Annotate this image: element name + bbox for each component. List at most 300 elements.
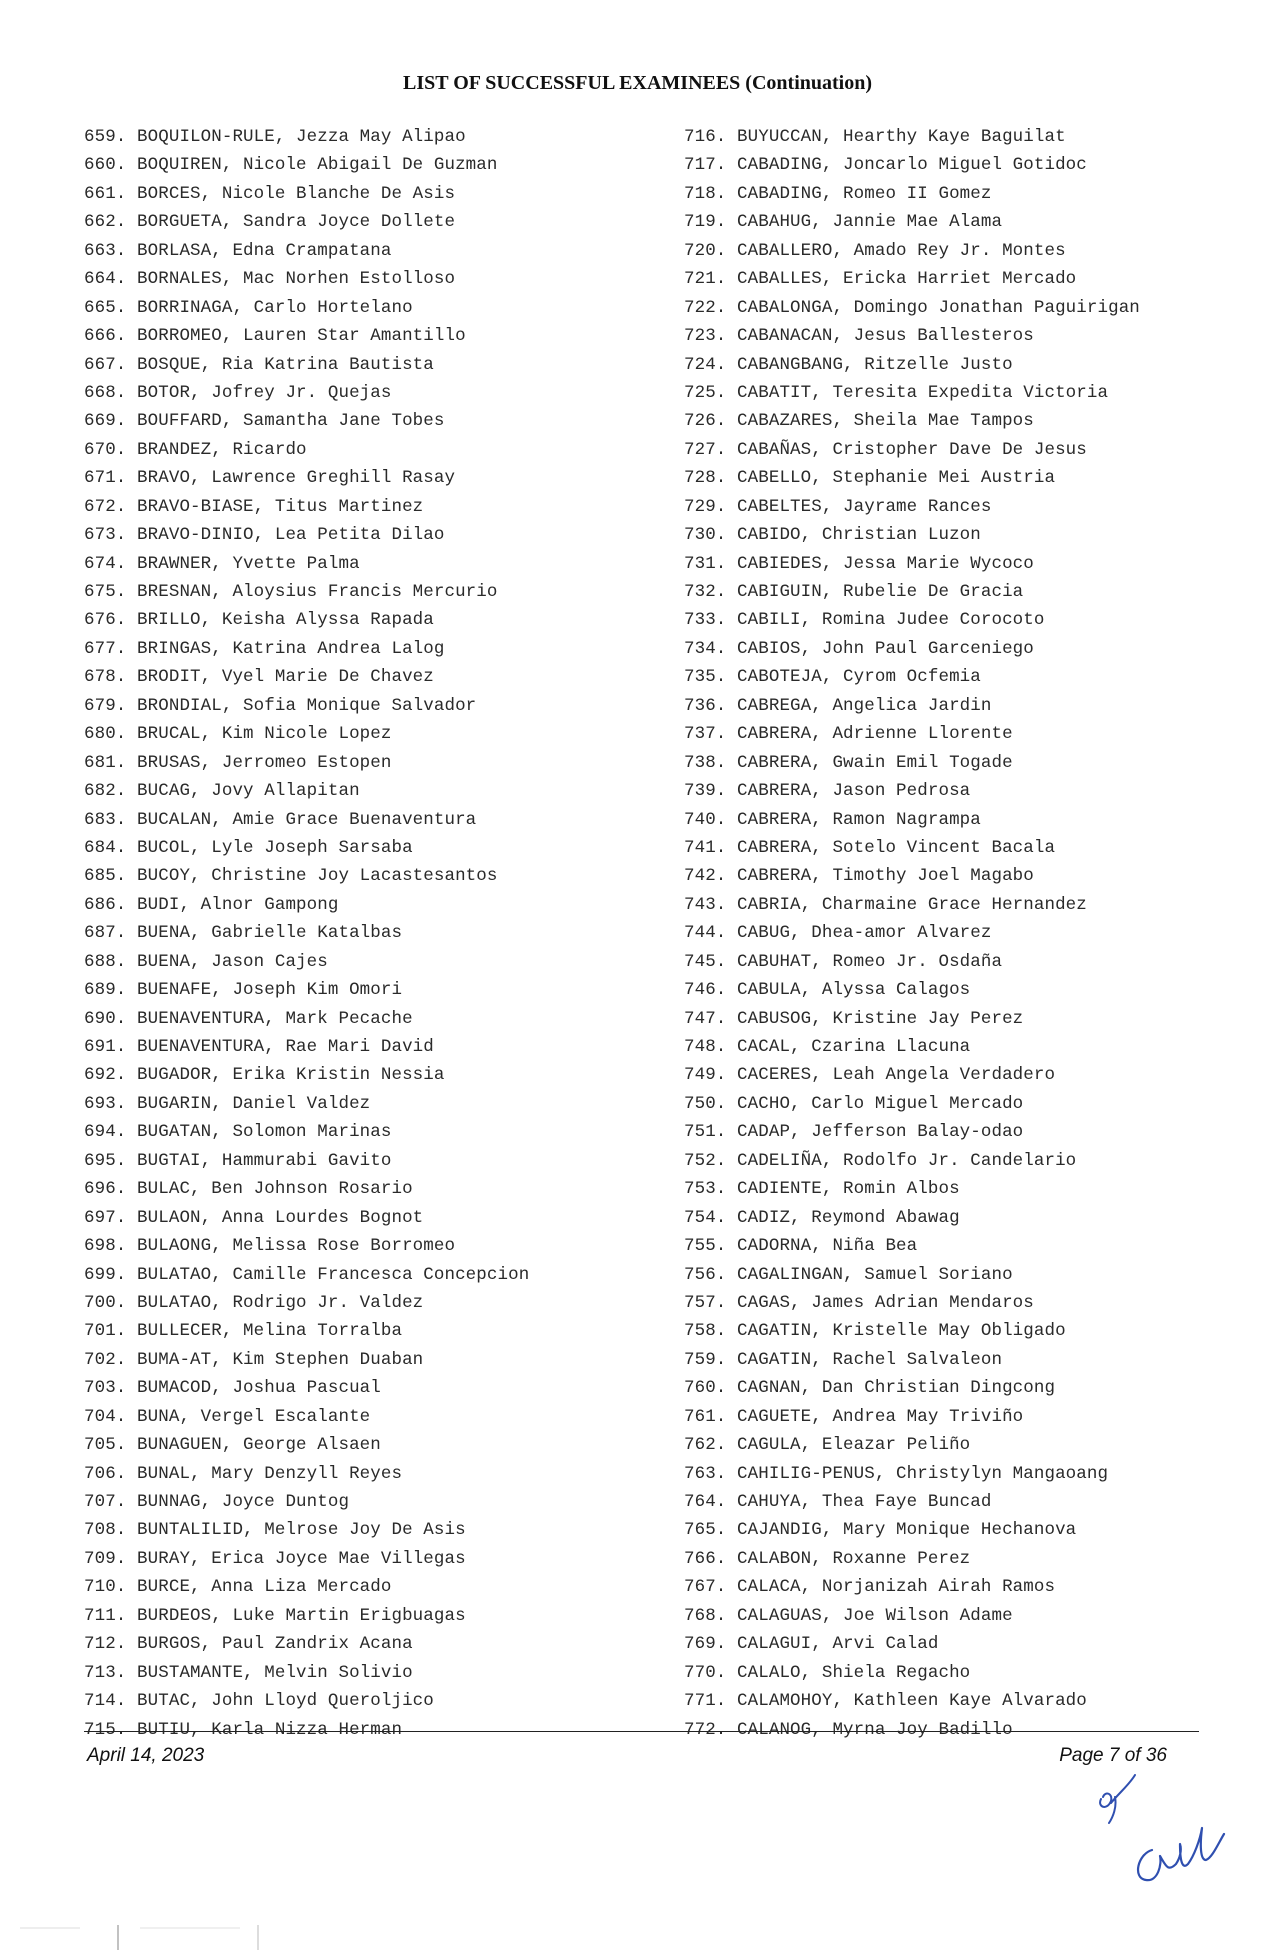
examinee-name: BRAWNER, Yvette Palma (137, 553, 360, 574)
examinee-entry (684, 862, 1224, 890)
entry-number: 711. (84, 1605, 127, 1626)
entry-number: 682. (84, 781, 127, 802)
examinee-entry (84, 749, 644, 777)
entry-number: 735. (684, 667, 727, 688)
examinee-entry (84, 1118, 644, 1146)
examinee-name: BRODIT, Vyel Marie De Chavez (137, 667, 434, 688)
entry-number: 688. (84, 951, 127, 972)
entry-number: 699. (84, 1264, 127, 1285)
examinee-entry (84, 834, 644, 862)
entry-number: 725. (684, 382, 727, 403)
examinee-name: CABAZARES, Sheila Mae Tampos (737, 411, 1034, 432)
examinee-name: BURCE, Anna Liza Mercado (137, 1577, 392, 1598)
examinee-name: CAGATIN, Kristelle May Obligado (737, 1321, 1066, 1342)
examinee-name: CABRERA, Sotelo Vincent Bacala (737, 837, 1056, 858)
entry-number: 689. (84, 980, 127, 1001)
examinee-entry (84, 635, 644, 663)
entry-number: 680. (84, 724, 127, 745)
entry-number: 756. (684, 1264, 727, 1285)
examinee-entry (684, 1545, 1224, 1573)
examinee-name: BUNNAG, Joyce Duntog (137, 1492, 350, 1512)
examinee-name: BUTAC, John Lloyd Queroljico (137, 1691, 434, 1712)
examinee-name: BUMA-AT, Kim Stephen Duaban (137, 1349, 424, 1370)
entry-number: 667. (84, 354, 127, 375)
entry-number: 700. (84, 1292, 127, 1313)
examinee-entry (684, 777, 1224, 805)
examinee-name: BRONDIAL, Sofia Monique Salvador (137, 695, 477, 716)
examinee-name: CADIZ, Reymond Abawag (737, 1207, 960, 1228)
examinee-name: BURDEOS, Luke Martin Erigbuagas (137, 1605, 466, 1626)
examinee-name: CADAP, Jefferson Balay-odao (737, 1122, 1024, 1143)
examinee-entry (684, 493, 1224, 521)
entry-number: 709. (84, 1548, 127, 1569)
entry-number: 758. (684, 1321, 727, 1342)
examinee-name: BUDI, Alnor Gampong (137, 894, 339, 915)
page-number: Page 7 of 36 (1059, 1745, 1167, 1766)
entry-number: 691. (84, 1037, 127, 1057)
examinee-name: CALACA, Norjanizah Airah Ramos (737, 1577, 1056, 1598)
examinee-entry (684, 1346, 1224, 1374)
entry-number: 755. (684, 1236, 727, 1257)
examinee-name: CABILI, Romina Judee Corocoto (737, 610, 1045, 631)
examinee-entry (84, 663, 644, 691)
examinee-name: BUENA, Gabrielle Katalbas (137, 923, 403, 944)
examinee-name: BUGADOR, Erika Kristin Nessia (137, 1065, 445, 1086)
entry-number: 661. (84, 183, 127, 204)
examinee-entry (84, 379, 644, 407)
entry-number: 771. (684, 1691, 727, 1712)
examinee-name: BRILLO, Keisha Alyssa Rapada (137, 610, 434, 631)
entry-number: 770. (684, 1662, 727, 1683)
entry-number: 712. (84, 1634, 127, 1655)
entry-number: 750. (684, 1093, 727, 1114)
examinee-name: CABAÑAS, Cristopher Dave De Jesus (737, 439, 1087, 460)
examinee-entry (684, 521, 1224, 549)
entry-number: 697. (84, 1207, 127, 1228)
examinee-entry (684, 1630, 1224, 1658)
examinee-entry (84, 351, 644, 379)
examinee-entry (84, 777, 644, 805)
examinee-name: BUNTALILID, Melrose Joy De Asis (137, 1520, 466, 1541)
examinee-entry (684, 692, 1224, 720)
entry-number: 736. (684, 695, 727, 716)
entry-number: 664. (84, 269, 127, 290)
entry-number: 681. (84, 752, 127, 773)
entry-number: 676. (84, 610, 127, 631)
examinee-name: BRUSAS, Jerromeo Estopen (137, 752, 392, 773)
entry-number: 701. (84, 1321, 127, 1342)
examinee-entry (84, 237, 644, 265)
examinee-name: CABADING, Romeo II Gomez (737, 183, 992, 204)
examinee-name: CAGNAN, Dan Christian Dingcong (737, 1378, 1056, 1399)
examinee-name: BORNALES, Mac Norhen Estolloso (137, 269, 456, 290)
examinee-entry (684, 891, 1224, 919)
examinee-name: BULATAO, Rodrigo Jr. Valdez (137, 1292, 424, 1313)
entry-number: 744. (684, 923, 727, 944)
examinee-name: BUTIU, Karla Nizza Herman (137, 1719, 403, 1740)
examinee-entry (684, 663, 1224, 691)
entry-number: 726. (684, 411, 727, 432)
examinee-entry (84, 180, 644, 208)
examinee-name: CABRIA, Charmaine Grace Hernandez (737, 894, 1087, 915)
entry-number: 753. (684, 1179, 727, 1200)
entry-number: 687. (84, 923, 127, 944)
entry-number: 694. (84, 1122, 127, 1143)
entry-number: 683. (84, 809, 127, 830)
examinee-name: BRUCAL, Kim Nicole Lopez (137, 724, 392, 745)
entry-number: 723. (684, 326, 727, 347)
examinee-entry (84, 151, 644, 179)
examinee-name: CABRERA, Adrienne Llorente (737, 724, 1013, 745)
examinee-entry (684, 834, 1224, 862)
entry-number: 764. (684, 1492, 727, 1512)
examinee-entry (684, 1061, 1224, 1089)
examinee-entry (684, 464, 1224, 492)
examinee-name: CABUSOG, Kristine Jay Perez (737, 1008, 1024, 1029)
examinee-entry (684, 1147, 1224, 1175)
examinee-name: BORLASA, Edna Crampatana (137, 240, 392, 261)
examinee-name: BRESNAN, Aloysius Francis Mercurio (137, 582, 498, 602)
entry-number: 698. (84, 1236, 127, 1257)
entry-number: 757. (684, 1292, 727, 1313)
examinee-entry (684, 948, 1224, 976)
entry-number: 743. (684, 894, 727, 915)
examinee-entry (684, 265, 1224, 293)
examinee-entry (84, 322, 644, 350)
entry-number: 747. (684, 1008, 727, 1029)
examinee-name: CABIEDES, Jessa Marie Wycoco (737, 553, 1034, 574)
examinee-name: CABUHAT, Romeo Jr. Osdaña (737, 951, 1003, 972)
examinee-list-right (684, 123, 1224, 1744)
examinee-entry (684, 1033, 1224, 1061)
examinee-name: CABULA, Alyssa Calagos (737, 980, 971, 1001)
examinee-name: CADORNA, Niña Bea (737, 1236, 918, 1257)
examinee-name: CABRERA, Gwain Emil Togade (737, 752, 1013, 773)
examinee-name: BUMACOD, Joshua Pascual (137, 1378, 381, 1399)
entry-number: 679. (84, 695, 127, 716)
examinee-name: CAGUETE, Andrea May Triviño (737, 1406, 1024, 1427)
examinee-name: BULAONG, Melissa Rose Borromeo (137, 1236, 456, 1257)
entry-number: 739. (684, 781, 727, 802)
examinee-name: CAGULA, Eleazar Peliño (737, 1435, 971, 1456)
entry-number: 706. (84, 1463, 127, 1484)
entry-number: 669. (84, 411, 127, 432)
examinee-entry (84, 1630, 644, 1658)
entry-number: 718. (684, 183, 727, 204)
examinee-name: CABANGBANG, Ritzelle Justo (737, 354, 1013, 375)
entry-number: 729. (684, 496, 727, 517)
initial-mark-icon (1095, 1773, 1145, 1825)
entry-number: 713. (84, 1662, 127, 1683)
examinee-entry (684, 976, 1224, 1004)
examinee-entry (84, 550, 644, 578)
examinee-name: BRAVO-DINIO, Lea Petita Dilao (137, 525, 445, 546)
entry-number: 660. (84, 155, 127, 176)
examinee-name: CALAGUI, Arvi Calad (737, 1634, 939, 1655)
examinee-entry (84, 1204, 644, 1232)
examinee-name: CABRERA, Timothy Joel Magabo (737, 866, 1034, 887)
examinee-entry (84, 1005, 644, 1033)
examinee-name: CABOTEJA, Cyrom Ocfemia (737, 667, 981, 688)
examinee-entry (84, 1147, 644, 1175)
examinee-entry (84, 720, 644, 748)
examinee-name: BRANDEZ, Ricardo (137, 439, 307, 460)
examinee-name: CADELIÑA, Rodolfo Jr. Candelario (737, 1150, 1077, 1171)
entry-number: 768. (684, 1605, 727, 1626)
examinee-name: CAGALINGAN, Samuel Soriano (737, 1264, 1013, 1285)
entry-number: 707. (84, 1492, 127, 1512)
examinee-name: CAGAS, James Adrian Mendaros (737, 1292, 1034, 1313)
entry-number: 760. (684, 1378, 727, 1399)
entry-number: 705. (84, 1435, 127, 1456)
examinee-name: CABALONGA, Domingo Jonathan Paguirigan (737, 297, 1140, 318)
examinee-name: BORROMEO, Lauren Star Amantillo (137, 326, 466, 347)
examinee-name: CALABON, Roxanne Perez (737, 1548, 971, 1569)
examinee-name: BULAON, Anna Lourdes Bognot (137, 1207, 424, 1228)
entry-number: 766. (684, 1548, 727, 1569)
examinee-name: CABRERA, Ramon Nagrampa (737, 809, 981, 830)
entry-number: 673. (84, 525, 127, 546)
entry-number: 746. (684, 980, 727, 1001)
examinee-name: CABIOS, John Paul Garceniego (737, 638, 1034, 659)
examinee-entry (684, 720, 1224, 748)
entry-number: 734. (684, 638, 727, 659)
examinee-name: BORGUETA, Sandra Joyce Dollete (137, 212, 456, 233)
examinee-name: BUNA, Vergel Escalante (137, 1406, 371, 1427)
entry-number: 730. (684, 525, 727, 546)
examinee-entry (84, 1374, 644, 1402)
examinee-name: BUCOL, Lyle Joseph Sarsaba (137, 837, 413, 858)
examinee-entry (84, 891, 644, 919)
examinee-name: BULAC, Ben Johnson Rosario (137, 1179, 413, 1200)
examinee-entry (84, 578, 644, 606)
examinee-entry (684, 635, 1224, 663)
examinee-entry (84, 521, 644, 549)
examinee-entry (684, 1602, 1224, 1630)
examinee-entry (84, 1602, 644, 1630)
examinee-entry (84, 1317, 644, 1345)
entry-number: 708. (84, 1520, 127, 1541)
examinee-entry (84, 1488, 644, 1516)
examinee-name: CABATIT, Teresita Expedita Victoria (737, 382, 1109, 403)
entry-number: 716. (684, 127, 727, 147)
examinee-entry (84, 1061, 644, 1089)
examinee-entry (684, 1488, 1224, 1516)
examinee-name: BUYUCCAN, Hearthy Kaye Baguilat (737, 127, 1066, 147)
examinee-entry (84, 208, 644, 236)
examinee-name: BUGTAI, Hammurabi Gavito (137, 1150, 392, 1171)
examinee-entry (84, 123, 644, 151)
examinee-entry (684, 1261, 1224, 1289)
examinee-entry (684, 606, 1224, 634)
examinee-entry (684, 436, 1224, 464)
entry-number: 763. (684, 1463, 727, 1484)
examinee-entry (84, 806, 644, 834)
entry-number: 732. (684, 582, 727, 602)
examinee-entry (84, 1403, 644, 1431)
examinee-entry (684, 123, 1224, 151)
examinee-entry (684, 749, 1224, 777)
examinee-name: CABELLO, Stephanie Mei Austria (737, 468, 1056, 489)
entry-number: 715. (84, 1719, 127, 1740)
entry-number: 717. (684, 155, 727, 176)
examinee-name: CABALLERO, Amado Rey Jr. Montes (737, 240, 1066, 261)
examinee-entry (684, 322, 1224, 350)
scan-artifact (0, 1925, 1275, 1950)
examinee-entry (84, 976, 644, 1004)
examinee-entry (684, 351, 1224, 379)
examinee-name: CAHUYA, Thea Faye Buncad (737, 1492, 992, 1512)
examinee-name: BUENAFE, Joseph Kim Omori (137, 980, 403, 1001)
footer-divider (84, 1731, 1199, 1732)
examinee-name: BULATAO, Camille Francesca Concepcion (137, 1264, 530, 1285)
examinee-name: CABALLES, Ericka Harriet Mercado (737, 269, 1077, 290)
entry-number: 665. (84, 297, 127, 318)
entry-number: 672. (84, 496, 127, 517)
examinee-entry (84, 1261, 644, 1289)
examinee-name: BOSQUE, Ria Katrina Bautista (137, 354, 434, 375)
entry-number: 742. (684, 866, 727, 887)
examinee-entry (84, 493, 644, 521)
entry-number: 733. (684, 610, 727, 631)
examinee-entry (684, 151, 1224, 179)
examinee-entry (684, 180, 1224, 208)
examinee-entry (684, 407, 1224, 435)
entry-number: 671. (84, 468, 127, 489)
examinee-entry (84, 407, 644, 435)
examinee-entry (684, 1175, 1224, 1203)
examinee-name: BUENAVENTURA, Mark Pecache (137, 1008, 413, 1029)
examinee-name: BRAVO-BIASE, Titus Martinez (137, 496, 424, 517)
examinee-entry (684, 1516, 1224, 1544)
examinee-entry (84, 294, 644, 322)
entry-number: 731. (684, 553, 727, 574)
examinee-name: CACERES, Leah Angela Verdadero (737, 1065, 1056, 1086)
entry-number: 692. (84, 1065, 127, 1086)
examinee-entry (84, 1716, 644, 1744)
examinee-name: BOQUILON-RULE, Jezza May Alipao (137, 127, 466, 147)
examinee-list-left (84, 123, 644, 1744)
entry-number: 702. (84, 1349, 127, 1370)
examinee-entry (684, 1317, 1224, 1345)
examinee-entry (84, 606, 644, 634)
examinee-name: CALALO, Shiela Regacho (737, 1662, 971, 1683)
entry-number: 710. (84, 1577, 127, 1598)
examinee-entry (84, 1431, 644, 1459)
examinee-entry (684, 1289, 1224, 1317)
examinee-entry (84, 1232, 644, 1260)
examinee-entry (84, 436, 644, 464)
examinee-entry (684, 1204, 1224, 1232)
entry-number: 670. (84, 439, 127, 460)
examinee-name: CABUG, Dhea-amor Alvarez (737, 923, 992, 944)
entry-number: 678. (84, 667, 127, 688)
examinee-name: CAJANDIG, Mary Monique Hechanova (737, 1520, 1077, 1541)
examinee-name: CACAL, Czarina Llacuna (737, 1037, 971, 1057)
entry-number: 690. (84, 1008, 127, 1029)
examinee-entry (84, 919, 644, 947)
examinee-entry (84, 1460, 644, 1488)
entry-number: 693. (84, 1093, 127, 1114)
entry-number: 741. (684, 837, 727, 858)
examinee-entry (84, 1346, 644, 1374)
examinee-name: BULLECER, Melina Torralba (137, 1321, 403, 1342)
examinee-name: CABAHUG, Jannie Mae Alama (737, 212, 1003, 233)
examinee-entry (84, 1573, 644, 1601)
examinee-name: BUCALAN, Amie Grace Buenaventura (137, 809, 477, 830)
examinee-entry (684, 1403, 1224, 1431)
entry-number: 749. (684, 1065, 727, 1086)
entry-number: 765. (684, 1520, 727, 1541)
entry-number: 745. (684, 951, 727, 972)
examinee-name: BUCOY, Christine Joy Lacastesantos (137, 866, 498, 887)
examinee-name: BRINGAS, Katrina Andrea Lalog (137, 638, 445, 659)
examinee-entry (684, 1460, 1224, 1488)
entry-number: 737. (684, 724, 727, 745)
examinee-entry (84, 1033, 644, 1061)
examinee-entry (84, 265, 644, 293)
examinee-name: BUENAVENTURA, Rae Mari David (137, 1037, 434, 1057)
entry-number: 724. (684, 354, 727, 375)
entry-number: 686. (84, 894, 127, 915)
examinee-name: CADIENTE, Romin Albos (737, 1179, 960, 1200)
examinee-name: CALAMOHOY, Kathleen Kaye Alvarado (737, 1691, 1087, 1712)
examinee-entry (84, 1516, 644, 1544)
examinee-name: CABANACAN, Jesus Ballesteros (737, 326, 1034, 347)
examinee-entry (684, 919, 1224, 947)
entry-number: 748. (684, 1037, 727, 1057)
examinee-entry (684, 1374, 1224, 1402)
entry-number: 703. (84, 1378, 127, 1399)
examinee-entry (84, 1175, 644, 1203)
entry-number: 674. (84, 553, 127, 574)
examinee-name: BUCAG, Jovy Allapitan (137, 781, 360, 802)
examinee-name: BUSTAMANTE, Melvin Solivio (137, 1662, 413, 1683)
examinee-entry (84, 948, 644, 976)
examinee-name: CALANOG, Myrna Joy Badillo (737, 1719, 1013, 1740)
entry-number: 668. (84, 382, 127, 403)
examinee-entry (84, 1687, 644, 1715)
examinee-entry (684, 1090, 1224, 1118)
examinee-entry (684, 1232, 1224, 1260)
entry-number: 684. (84, 837, 127, 858)
entry-number: 720. (684, 240, 727, 261)
examinee-name: BURGOS, Paul Zandrix Acana (137, 1634, 413, 1655)
examinee-name: CABIGUIN, Rubelie De Gracia (737, 582, 1024, 602)
examinee-entry (684, 1687, 1224, 1715)
examinee-name: BUGATAN, Solomon Marinas (137, 1122, 392, 1143)
examinee-name: CABRERA, Jason Pedrosa (737, 781, 971, 802)
page-title: LIST OF SUCCESSFUL EXAMINEES (Continuation) (402, 72, 872, 94)
examinee-name: CABREGA, Angelica Jardin (737, 695, 992, 716)
entry-number: 662. (84, 212, 127, 233)
entry-number: 714. (84, 1691, 127, 1712)
entry-number: 751. (684, 1122, 727, 1143)
entry-number: 721. (684, 269, 727, 290)
entry-number: 696. (84, 1179, 127, 1200)
examinee-entry (84, 692, 644, 720)
entry-number: 769. (684, 1634, 727, 1655)
entry-number: 772. (684, 1719, 727, 1740)
entry-number: 722. (684, 297, 727, 318)
entry-number: 738. (684, 752, 727, 773)
examinee-name: CABADING, Joncarlo Miguel Gotidoc (737, 155, 1087, 176)
entry-number: 677. (84, 638, 127, 659)
examinee-entry (84, 1090, 644, 1118)
entry-number: 695. (84, 1150, 127, 1171)
examinee-entry (684, 1005, 1224, 1033)
examinee-name: BUNAGUEN, George Alsaen (137, 1435, 381, 1456)
